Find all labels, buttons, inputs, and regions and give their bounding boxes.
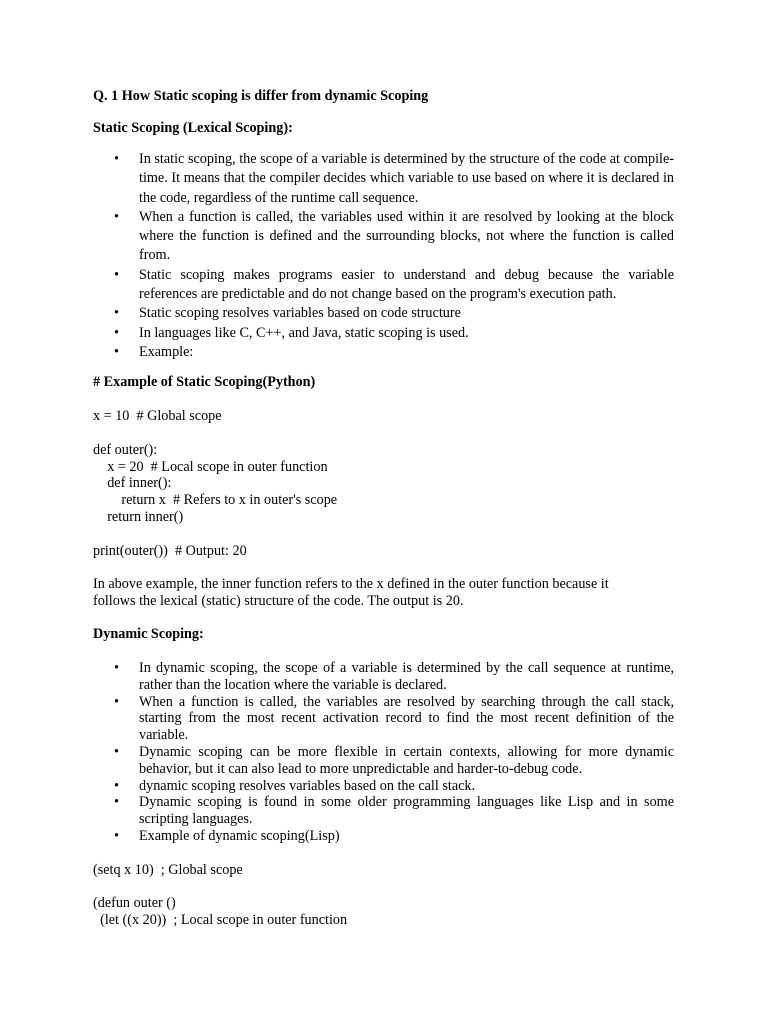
- bullet-icon: •: [114, 266, 119, 283]
- static-example-heading: # Example of Static Scoping(Python): [93, 374, 316, 390]
- dynamic-scoping-heading: Dynamic Scoping:: [93, 626, 204, 642]
- list-item: • In languages like C, C++, and Java, static scoping is used.: [93, 324, 674, 343]
- code-line: (setq x 10) ; Global scope: [93, 862, 243, 878]
- explanation-text: follows the lexical (static) structure of the code. The output is 20.: [93, 593, 464, 609]
- list-item: • dynamic scoping resolves variables based on the call stack.: [114, 777, 476, 794]
- list-item: • In static scoping, the scope of a variable is determined by the structure of the code at compile-time. It means that the compiler decides which variable to use based on where it is declared in the code, regardless of the runtime call sequence.: [114, 151, 674, 206]
- bullet-icon: •: [114, 324, 119, 341]
- bullet-icon: •: [114, 827, 119, 844]
- list-item: • In dynamic scoping, the scope of a variable is determined by the call sequence at runtime, rather than the location where the variable is declared.: [114, 660, 674, 693]
- code-line: x = 20 # Local scope in outer function: [93, 459, 328, 475]
- list-item: • When a function is called, the variables are resolved by searching through the call stack, starting from the most recent activation record to find the most recent definition of the variable.: [114, 693, 674, 744]
- code-line: return x # Refers to x in outer's scope: [93, 492, 338, 508]
- static-scoping-heading: Static Scoping (Lexical Scoping):: [93, 120, 293, 136]
- bullet-icon: •: [114, 743, 119, 760]
- list-item: • When a function is called, the variables used within it are resolved by looking at the block where the function is defined and the surrounding blocks, not where the function is called from.: [114, 208, 674, 264]
- code-line: def inner():: [93, 475, 172, 491]
- dynamic-scoping-list: [93, 660, 674, 845]
- bullet-icon: •: [114, 151, 119, 167]
- code-line: x = 10 # Global scope: [93, 408, 222, 424]
- bullet-icon: •: [114, 343, 119, 360]
- bullet-icon: •: [114, 777, 119, 794]
- list-item: • Static scoping resolves variables based on code structure: [93, 304, 674, 323]
- code-line: def outer():: [93, 442, 158, 458]
- code-line: (let ((x 20)) ; Local scope in outer function: [93, 912, 348, 928]
- static-scoping-list: [93, 150, 674, 362]
- bullet-icon: •: [114, 305, 119, 322]
- code-line: return inner(): [93, 509, 184, 525]
- list-item: • Example of dynamic scoping(Lisp): [114, 827, 340, 844]
- bullet-icon: •: [114, 660, 119, 676]
- code-line: print(outer()) # Output: 20: [93, 543, 247, 559]
- list-item: • Dynamic scoping is found in some older programming languages like Lisp and in some scripting languages.: [114, 794, 674, 828]
- code-line: (defun outer (): [93, 895, 176, 911]
- list-item: • Example:: [93, 343, 674, 362]
- question-title: Q. 1 How Static scoping is differ from dynamic Scoping: [93, 88, 429, 104]
- bullet-icon: •: [114, 208, 119, 225]
- explanation-text: In above example, the inner function refers to the x defined in the outer function because it: [93, 576, 609, 592]
- list-item: • Dynamic scoping can be more flexible in certain contexts, allowing for more dynamic behavior, but it can also lead to more unpredictable and harder-to-debug code.: [114, 743, 674, 777]
- bullet-icon: •: [114, 794, 119, 811]
- bullet-icon: •: [114, 693, 119, 710]
- list-item: • Static scoping makes programs easier to understand and debug because the variable references are predictable and do not change based on the program's execution path.: [114, 266, 674, 303]
